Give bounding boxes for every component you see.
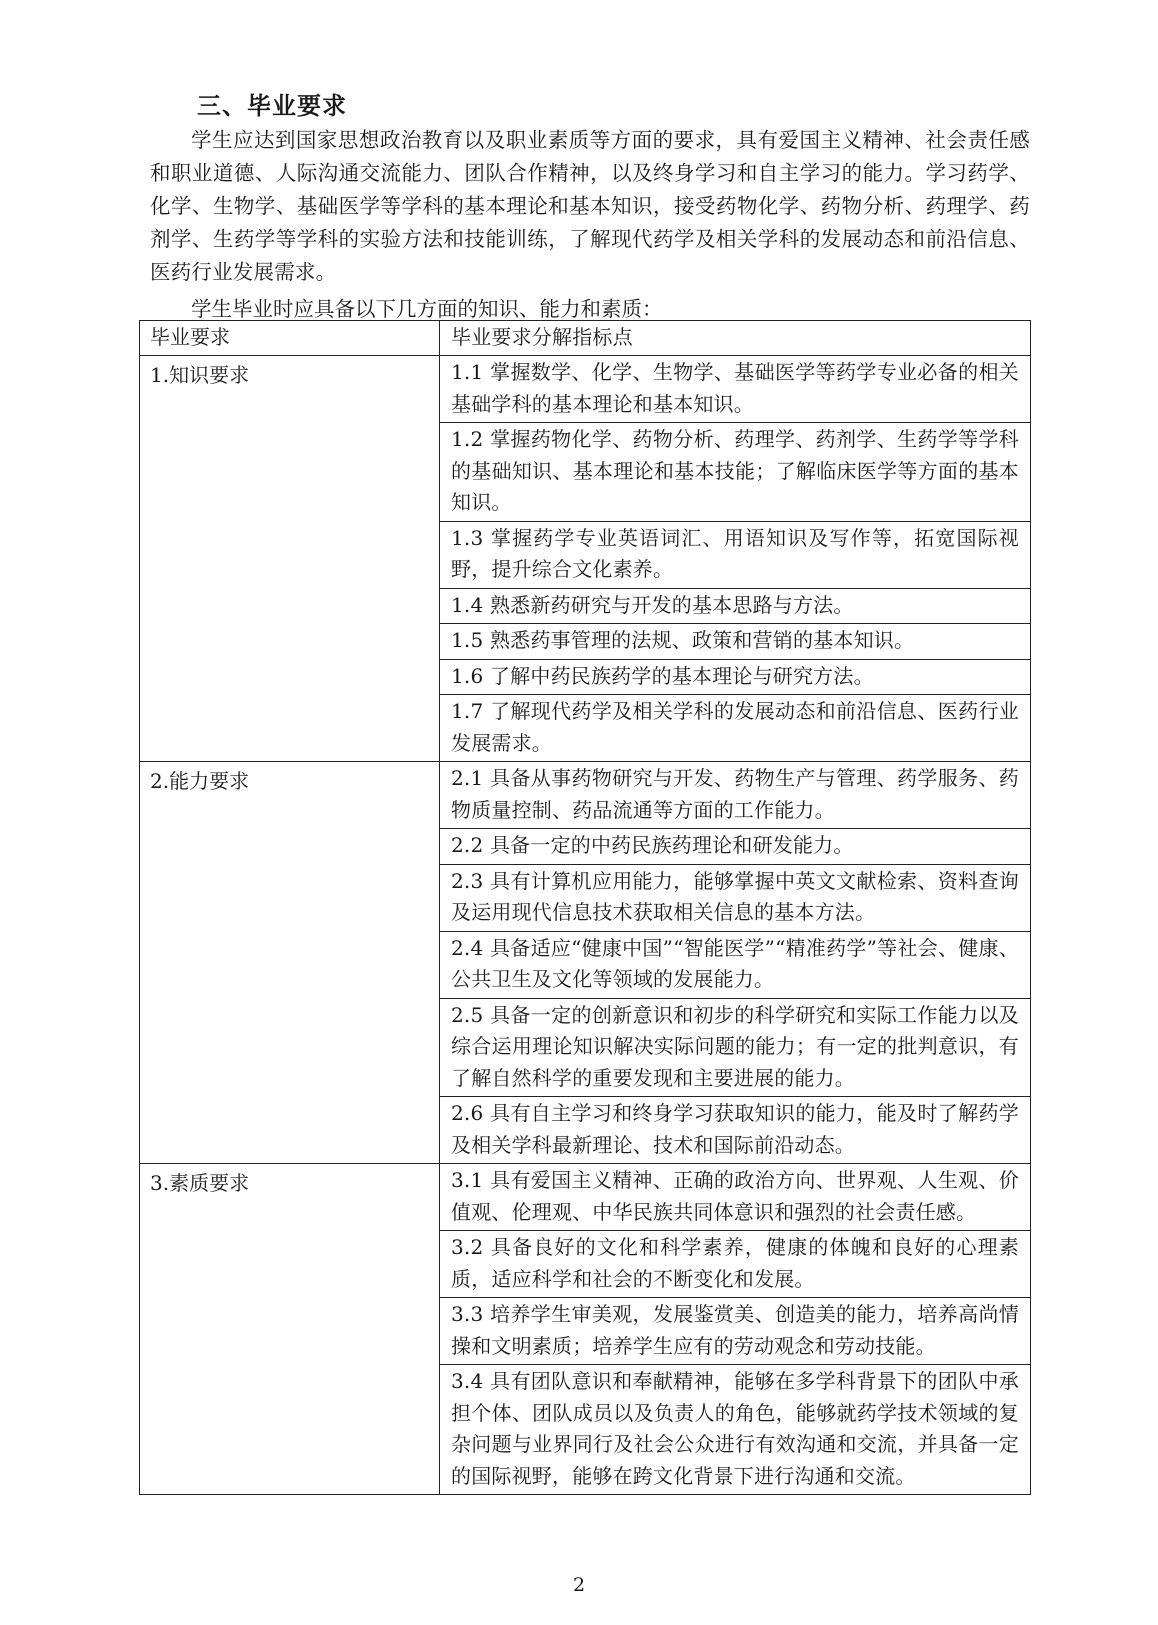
indicator-cell: 2.2 具备一定的中药民族药理论和研发能力。 <box>440 829 1031 865</box>
category-knowledge: 1.知识要求 <box>140 356 440 762</box>
indicator-cell: 2.3 具有计算机应用能力，能够掌握中英文文献检索、资料查询及运用现代信息技术获取相关信息的基本方法。 <box>440 864 1031 931</box>
indicator-cell: 1.6 了解中药民族药学的基本理论与研究方法。 <box>440 659 1031 695</box>
indicator-cell: 1.7 了解现代药学及相关学科的发展动态和前沿信息、医药行业发展需求。 <box>440 695 1031 762</box>
indicator-cell: 2.6 具有自主学习和终身学习获取知识的能力，能及时了解药学及相关学科最新理论、技术和国际前沿动态。 <box>440 1097 1031 1164</box>
header-indicator: 毕业要求分解指标点 <box>440 321 1031 356</box>
requirements-table <box>139 320 1031 1495</box>
table-row <box>140 1164 1031 1231</box>
header-requirement: 毕业要求 <box>140 321 440 356</box>
page-number: 2 <box>572 1574 586 1596</box>
indicator-cell: 1.1 掌握数学、化学、生物学、基础医学等药学专业必备的相关基础学科的基本理论和基本知识。 <box>440 356 1031 423</box>
indicator-cell: 1.3 掌握药学专业英语词汇、用语知识及写作等，拓宽国际视野，提升综合文化素养。 <box>440 521 1031 588</box>
indicator-cell: 1.4 熟悉新药研究与开发的基本思路与方法。 <box>440 588 1031 624</box>
indicator-cell: 3.2 具备良好的文化和科学素养，健康的体魄和良好的心理素质，适应科学和社会的不断变化和发展。 <box>440 1231 1031 1298</box>
indicator-cell: 3.1 具有爱国主义精神、正确的政治方向、世界观、人生观、价值观、伦理观、中华民族共同体意识和强烈的社会责任感。 <box>440 1164 1031 1231</box>
indicator-cell: 1.2 掌握药物化学、药物分析、药理学、药剂学、生药学等学科的基础知识、基本理论和基本技能；了解临床医学等方面的基本知识。 <box>440 423 1031 522</box>
indicator-cell: 3.3 培养学生审美观，发展鉴赏美、创造美的能力，培养高尚情操和文明素质；培养学生应有的劳动观念和劳动技能。 <box>440 1298 1031 1365</box>
category-ability: 2.能力要求 <box>140 762 440 1164</box>
indicator-cell: 2.5 具备一定的创新意识和初步的科学研究和实际工作能力以及综合运用理论知识解决实际问题的能力；有一定的批判意识，有了解自然科学的重要发现和主要进展的能力。 <box>440 998 1031 1097</box>
indicator-cell: 3.4 具有团队意识和奉献精神，能够在多学科背景下的团队中承担个体、团队成员以及负责人的角色，能够就药学技术领域的复杂问题与业界同行及社会公众进行有效沟通和交流，并具备一定的国际视野，能够在跨文化背景下进行沟通和交流。 <box>440 1365 1031 1495</box>
category-quality: 3.素质要求 <box>140 1164 440 1495</box>
intro-paragraph: 学生应达到国家思想政治教育以及职业素质等方面的要求，具有爱国主义精神、社会责任感和职业道德、人际沟通交流能力、团队合作精神，以及终身学习和自主学习的能力。学习药学、化学、生物学、基础医学等学科的基本理论和基本知识，接受药物化学、药物分析、药理学、药剂学、生药学等学科的实验方法和技能训练，了解现代药学及相关学科的发展动态和前沿信息、医药行业发展需求。 <box>150 128 1030 284</box>
table-row <box>140 762 1031 829</box>
lead-sentence: 学生毕业时应具备以下几方面的知识、能力和素质： <box>191 297 663 321</box>
indicator-cell: 1.5 熟悉药事管理的法规、政策和营销的基本知识。 <box>440 624 1031 660</box>
table-row <box>140 356 1031 423</box>
table-header-row <box>140 321 1031 356</box>
indicator-cell: 2.4 具备适应“健康中国”“智能医学”“精准药学”等社会、健康、公共卫生及文化等领域的发展能力。 <box>440 931 1031 998</box>
indicator-cell: 2.1 具备从事药物研究与开发、药物生产与管理、药学服务、药物质量控制、药品流通等方面的工作能力。 <box>440 762 1031 829</box>
section-heading: 三、毕业要求 <box>197 92 347 120</box>
